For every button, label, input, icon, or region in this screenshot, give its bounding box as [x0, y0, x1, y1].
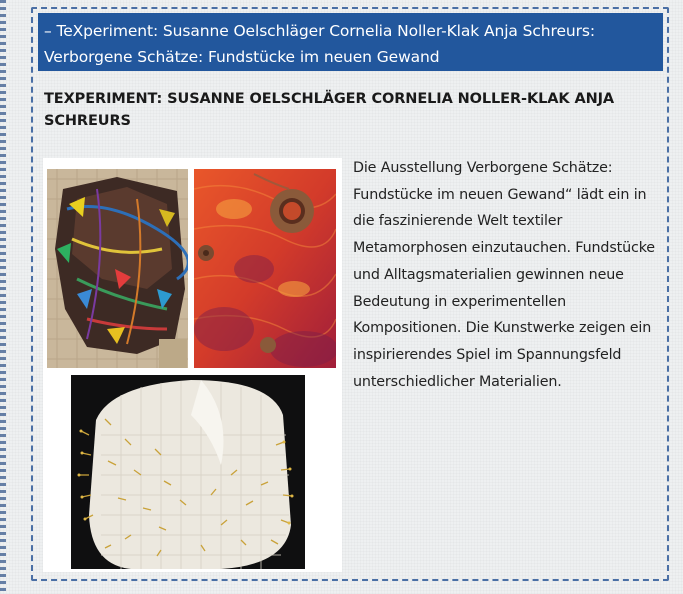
article-headline: TEXPERIMENT: SUSANNE OELSCHLÄGER CORNELIA NOLLER-KLAK ANJA SCHREURS — [44, 91, 615, 129]
artwork-image-white-pins[interactable] — [71, 375, 305, 569]
artwork-image-red-fiber[interactable] — [194, 169, 336, 368]
post-title[interactable]: – TeXperiment: Susanne Oelschläger Cornelia Noller-Klak Anja Schreurs: Verborgene Schätze: Fundstücke im neuen Gewand — [44, 22, 595, 66]
article-description: Die Ausstellung Verborgene Schätze: Fundstücke im neuen Gewand“ lädt ein in die faszinierende Welt textiler Metamorphosen einzutauchen. Fundstücke und Alltagsmaterialien gewinnen neue Bedeutung in experimentellen Kompositionen. Die Kunstwerke zeigen ein inspirierendes Spiel im Spannungsfeld unterschiedlicher Materialien. — [353, 160, 655, 390]
artwork-image-collage-burlap[interactable] — [47, 169, 188, 368]
post-title-bar[interactable] — [38, 13, 663, 71]
left-stitch-border — [0, 0, 6, 594]
